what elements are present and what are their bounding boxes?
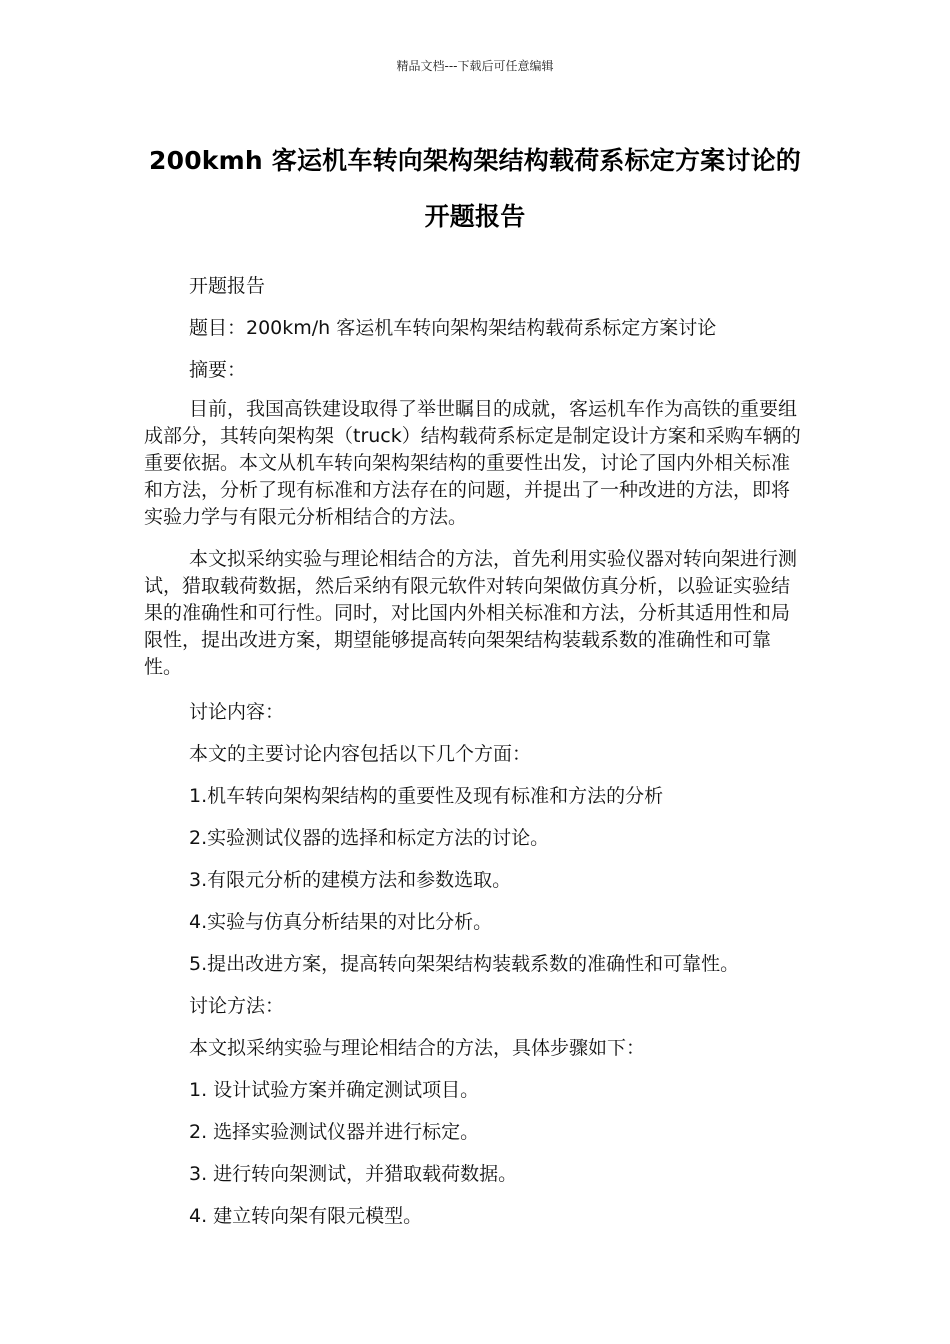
content-label: 讨论内容：: [189, 701, 285, 723]
content-intro: 本文的主要讨论内容包括以下几个方面：: [189, 743, 532, 765]
method-intro: 本文拟采纳实验与理论相结合的方法，具体步骤如下：: [189, 1037, 646, 1059]
method-item-4: 4. 建立转向架有限元模型。: [189, 1205, 423, 1227]
document-body: [144, 270, 804, 1242]
report-label: 开题报告: [189, 275, 266, 297]
topic-line: 题目：200km/h 客运机车转向架构架结构载荷系标定方案讨论: [189, 317, 717, 339]
document-title: 200kmh 客运机车转向架构架结构载荷系标定方案讨论的开题报告: [149, 146, 801, 231]
method-item-1: 1. 设计试验方案并确定测试项目。: [189, 1079, 480, 1101]
content-item-3: 3.有限元分析的建模方法和参数选取。: [189, 869, 512, 891]
content-item-5: 5.提出改进方案，提高转向架架结构装载系数的准确性和可靠性。: [189, 953, 740, 975]
content-item-1: 1.机车转向架构架结构的重要性及现有标准和方法的分析: [189, 785, 664, 807]
method-item-2: 2. 选择实验测试仪器并进行标定。: [189, 1121, 480, 1143]
abstract-paragraph-2: 本文拟采纳实验与理论相结合的方法，首先利用实验仪器对转向架进行测试，猎取载荷数据，然后采纳有限元软件对转向架做仿真分析，以验证实验结果的准确性和可行性。同时，对比国内外相关标准和方法，分析其适用性和局限性，提出改进方案，期望能够提高转向架架结构装载系数的准确性和可靠性。: [144, 548, 798, 678]
content-item-4: 4.实验与仿真分析结果的对比分析。: [189, 911, 493, 933]
abstract-label: 摘要：: [189, 359, 247, 381]
abstract-paragraph-1: 目前，我国高铁建设取得了举世瞩目的成就，客运机车作为高铁的重要组成部分，其转向架构架（truck）结构载荷系标定是制定设计方案和采购车辆的重要依据。本文从机车转向架构架结构的重要性出发，讨论了国内外相关标准和方法，分析了现有标准和方法存在的问题，并提出了一种改进的方法，即将实验力学与有限元分析相结合的方法。: [144, 398, 801, 528]
method-item-3: 3. 进行转向架测试，并猎取载荷数据。: [189, 1163, 518, 1185]
method-label: 讨论方法：: [189, 995, 285, 1017]
header-note: 精品文档---下载后可任意编辑: [396, 59, 554, 73]
content-item-2: 2.实验测试仪器的选择和标定方法的讨论。: [189, 827, 550, 849]
